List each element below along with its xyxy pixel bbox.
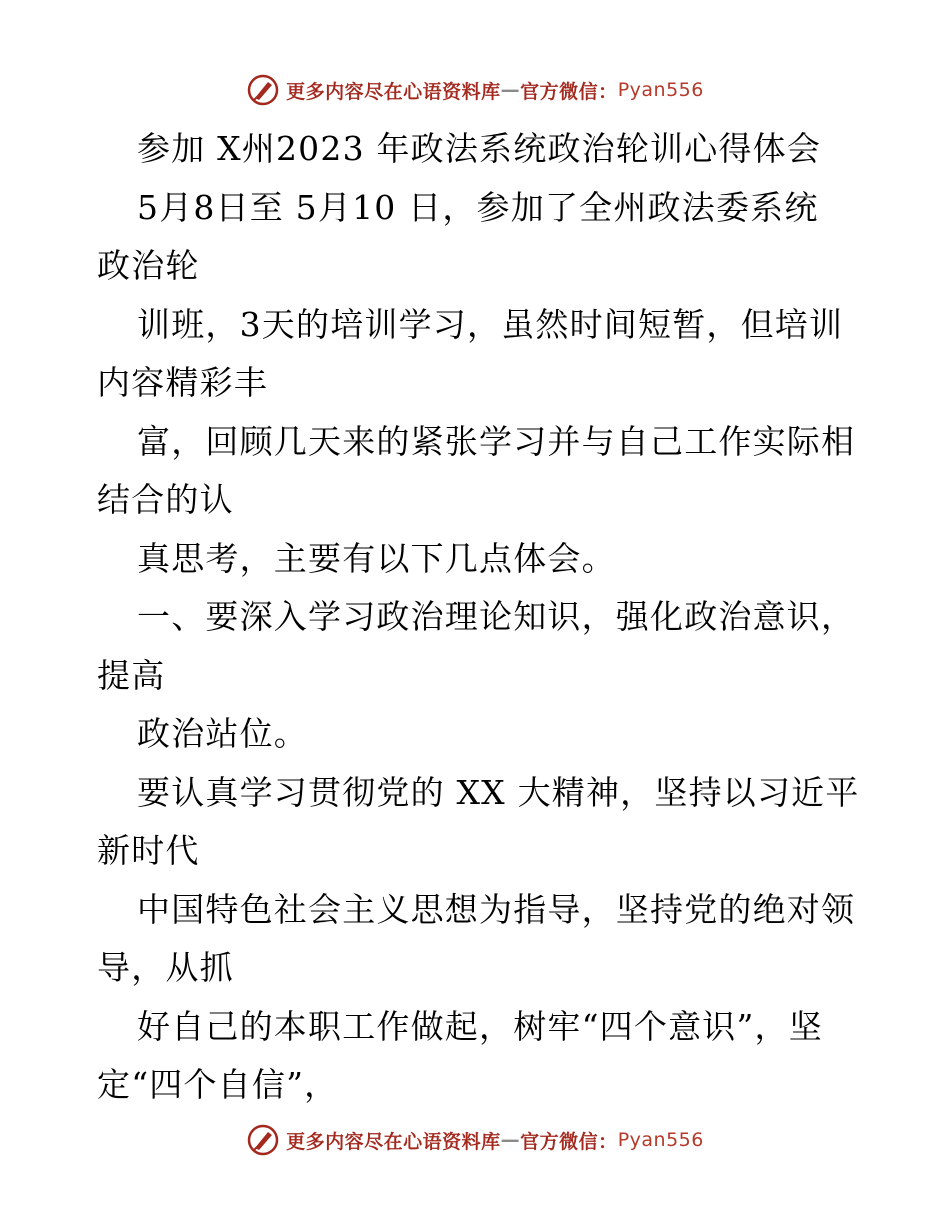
quill-pen-logo-icon xyxy=(246,1123,280,1157)
watermark-dash: — xyxy=(500,79,521,101)
text-line: 中国特色社会主义思想为指导，坚持党的绝对领 xyxy=(137,889,856,929)
text-line: 富，回顾几天来的紧张学习并与自己工作实际相 xyxy=(137,421,856,461)
watermark-site-text: 更多内容尽在心语资料库 xyxy=(286,80,501,103)
watermark-wechat-id: Pyan556 xyxy=(617,1129,704,1151)
quill-pen-logo-icon xyxy=(246,73,280,107)
text-line: 导，从抓 xyxy=(97,948,234,987)
text-line: 提高 xyxy=(97,655,166,695)
watermark-wechat-id: Pyan556 xyxy=(617,79,704,101)
text-line: 政治站位。 xyxy=(137,714,308,753)
document-title: 参加 X州2023 年政法系统政治轮训心得体会 xyxy=(137,129,822,168)
text-line: 要认真学习贯彻党的 XX 大精神，坚持以习近平 xyxy=(137,772,860,812)
text-line: 政治轮 xyxy=(97,246,200,285)
watermark-header xyxy=(0,70,950,110)
document-body xyxy=(97,120,860,1115)
watermark-dash: — xyxy=(500,1129,521,1151)
text-line: 定“四个自信”， xyxy=(97,1065,339,1104)
text-line: 新时代 xyxy=(97,831,200,870)
text-line: 真思考，主要有以下几点体会。 xyxy=(137,538,616,578)
text-line: 结合的认 xyxy=(97,480,234,519)
text-line: 好自己的本职工作做起，树牢“四个意识”，坚 xyxy=(137,1006,823,1046)
text-line: 训班，3天的培训学习，虽然时间短暂，但培训 xyxy=(137,304,844,344)
watermark-site-text: 更多内容尽在心语资料库 xyxy=(286,1130,501,1153)
watermark-wechat-label: 官方微信： xyxy=(520,80,618,103)
text-line: 内容精彩丰 xyxy=(97,363,268,402)
text-line: 5月8日至 5月10 日，参加了全州政法委系统 xyxy=(137,187,819,227)
watermark-footer xyxy=(0,1120,950,1160)
section-heading: 一、要深入学习政治理论知识，强化政治意识， xyxy=(137,597,856,636)
watermark-wechat-label: 官方微信： xyxy=(520,1130,618,1153)
